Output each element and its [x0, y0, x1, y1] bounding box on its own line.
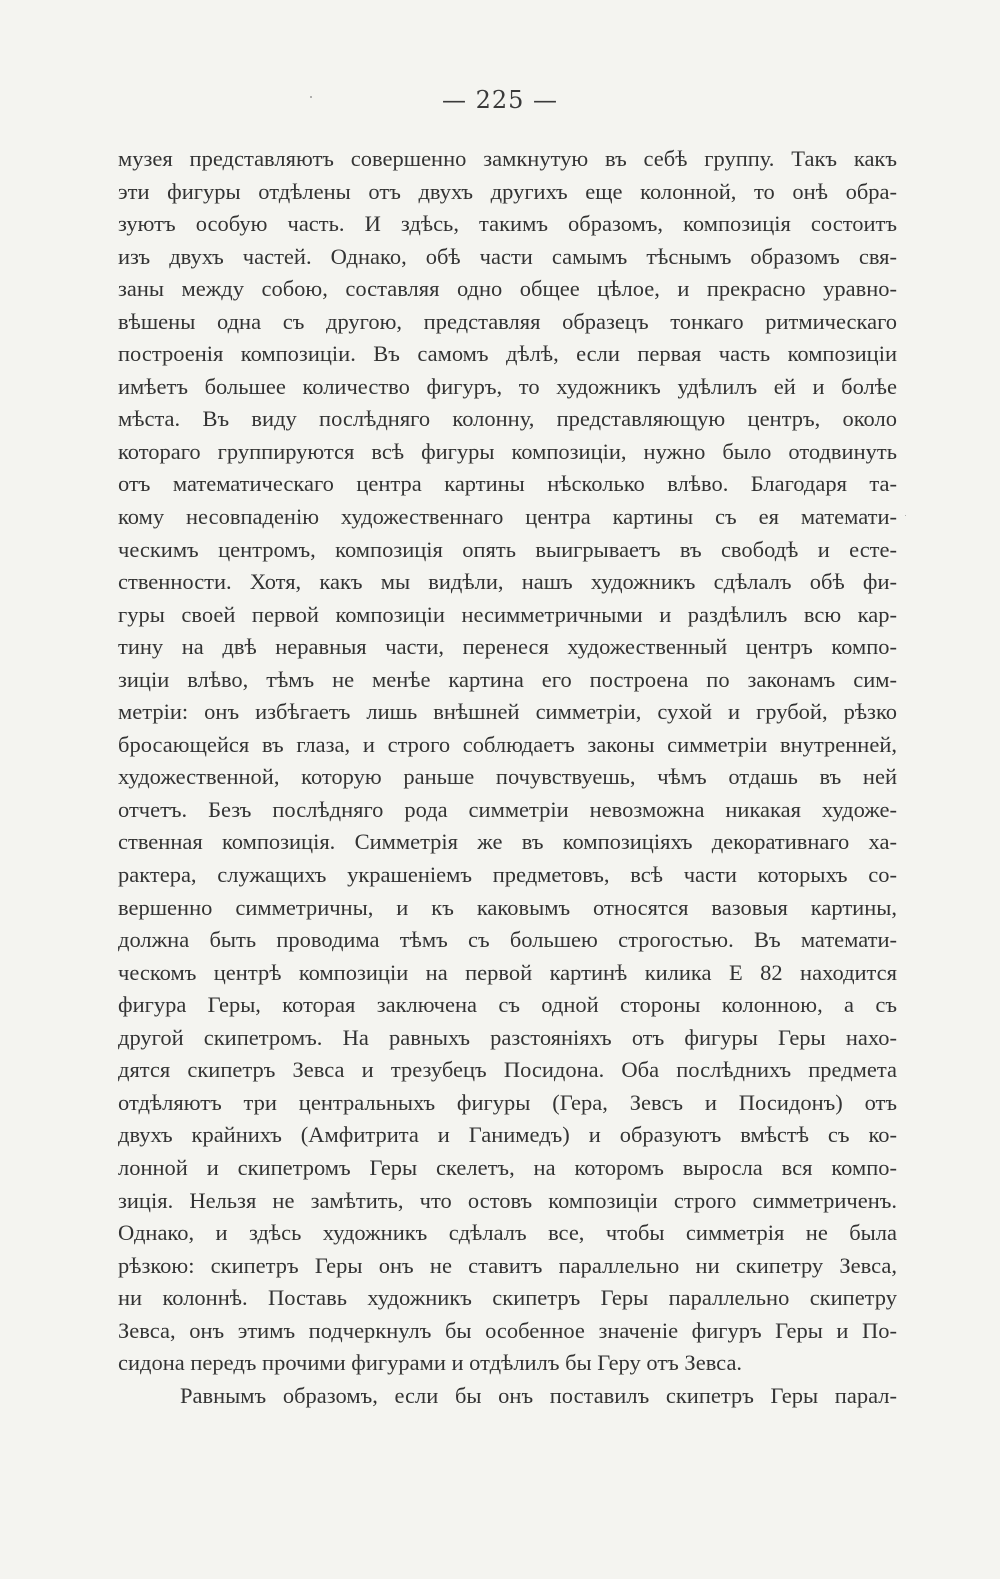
text-line: сидона передъ прочими фигурами и отдѣлилъ бы Геру отъ Зевса. [118, 1350, 743, 1376]
text-line: зиціи влѣво, тѣмъ не менѣе картина его построена по законамъ сим- [118, 666, 897, 692]
text-line: ческимъ центромъ, композиція опять выигрываетъ въ свободѣ и есте- [118, 536, 897, 562]
text-line: заны между собою, составляя одно общее цѣлое, и прекрасно уравно- [118, 276, 897, 302]
text-line: ческомъ центрѣ композиціи на первой картинѣ килика Е 82 находится [118, 959, 897, 985]
text-line: вѣшены одна съ другою, представляя образецъ тонкаго ритмическаго [118, 308, 897, 334]
body-text [118, 143, 897, 1412]
text-line: имѣетъ большее количество фигуръ, то художникъ удѣлилъ ей и болѣе [118, 373, 897, 399]
text-line: художественной, которую раньше почувствуешь, чѣмъ отдашь въ ней [118, 764, 897, 790]
text-line: другой скипетромъ. На равныхъ разстояніяхъ отъ фигуры Геры нахо- [118, 1024, 897, 1050]
text-line: бросающейся въ глаза, и строго соблюдаетъ законы симметріи внутренней, [118, 731, 897, 757]
text-line: метріи: онъ избѣгаетъ лишь внѣшней симметріи, сухой и грубой, рѣзко [118, 699, 897, 725]
text-line: ственности. Хотя, какъ мы видѣли, нашъ художникъ сдѣлалъ обѣ фи- [118, 569, 897, 595]
text-line: гуры своей первой композиціи несимметричными и раздѣлилъ всю кар- [118, 601, 897, 627]
text-line: зуютъ особую часть. И здѣсь, такимъ образомъ, композиція состоитъ [118, 211, 897, 237]
paper-speck [905, 515, 906, 516]
text-line: котораго группируются всѣ фигуры композиціи, нужно было отодвинуть [118, 438, 897, 464]
text-line: фигура Геры, которая заключена съ одной стороны колонною, а съ [118, 992, 897, 1018]
text-line: изъ двухъ частей. Однако, обѣ части самымъ тѣснымъ образомъ свя- [118, 243, 897, 269]
paper-speck [310, 96, 312, 98]
text-line: отчетъ. Безъ послѣдняго рода симметріи невозможна никакая художе- [118, 796, 897, 822]
text-line: кому несовпаденію художественнаго центра картины съ ея математи- [118, 504, 897, 530]
text-line: тину на двѣ неравныя части, перенеся художественный центръ компо- [118, 634, 897, 660]
text-line: отдѣляютъ три центральныхъ фигуры (Гера, Зевсъ и Посидонъ) отъ [118, 1089, 897, 1115]
text-line: Однако, и здѣсь художникъ сдѣлалъ все, чтобы симметрія не была [118, 1220, 897, 1246]
text-line: отъ математическаго центра картины нѣсколько влѣво. Благодаря та- [118, 471, 897, 497]
text-line: построенія композиціи. Въ самомъ дѣлѣ, если первая часть композиціи [118, 341, 897, 367]
text-line: лонной и скипетромъ Геры скелетъ, на которомъ выросла вся компо- [118, 1154, 897, 1180]
text-line: вершенно симметричны, и къ каковымъ относятся вазовыя картины, [118, 894, 897, 920]
text-line: ственная композиція. Симметрія же въ композиціяхъ декоративнаго ха- [118, 829, 897, 855]
text-line: музея представляютъ совершенно замкнутую въ себѣ группу. Такъ какъ [118, 146, 897, 171]
text-line: Зевса, онъ этимъ подчеркнулъ бы особенное значеніе фигуръ Геры и По- [118, 1317, 897, 1343]
text-line: зиція. Нельзя не замѣтить, что остовъ композиціи строго симметриченъ. [118, 1187, 897, 1213]
text-line-indented: Равнымъ образомъ, если бы онъ поставилъ скипетръ Геры парал- [180, 1382, 897, 1408]
text-line: должна быть проводима тѣмъ съ большею строгостью. Въ математи- [118, 927, 897, 953]
text-line: ни колоннѣ. Поставь художникъ скипетръ Геры параллельно скипетру [118, 1285, 897, 1311]
text-line: дятся скипетръ Зевса и трезубецъ Посидона. Оба послѣднихъ предмета [118, 1057, 897, 1083]
text-line: мѣста. Въ виду послѣдняго колонну, представляющую центръ, около [118, 406, 897, 432]
text-line: эти фигуры отдѣлены отъ двухъ другихъ еще колонной, то онѣ обра- [118, 178, 897, 204]
text-line: рактера, служащихъ украшеніемъ предметовъ, всѣ части которыхъ со- [118, 862, 897, 888]
page-number: — 225 — [441, 86, 559, 114]
text-line: двухъ крайнихъ (Амфитрита и Ганимедъ) и образуютъ вмѣстѣ съ ко- [118, 1122, 897, 1148]
text-line: рѣзкою: скипетръ Геры онъ не ставитъ параллельно ни скипетру Зевса, [118, 1252, 897, 1278]
